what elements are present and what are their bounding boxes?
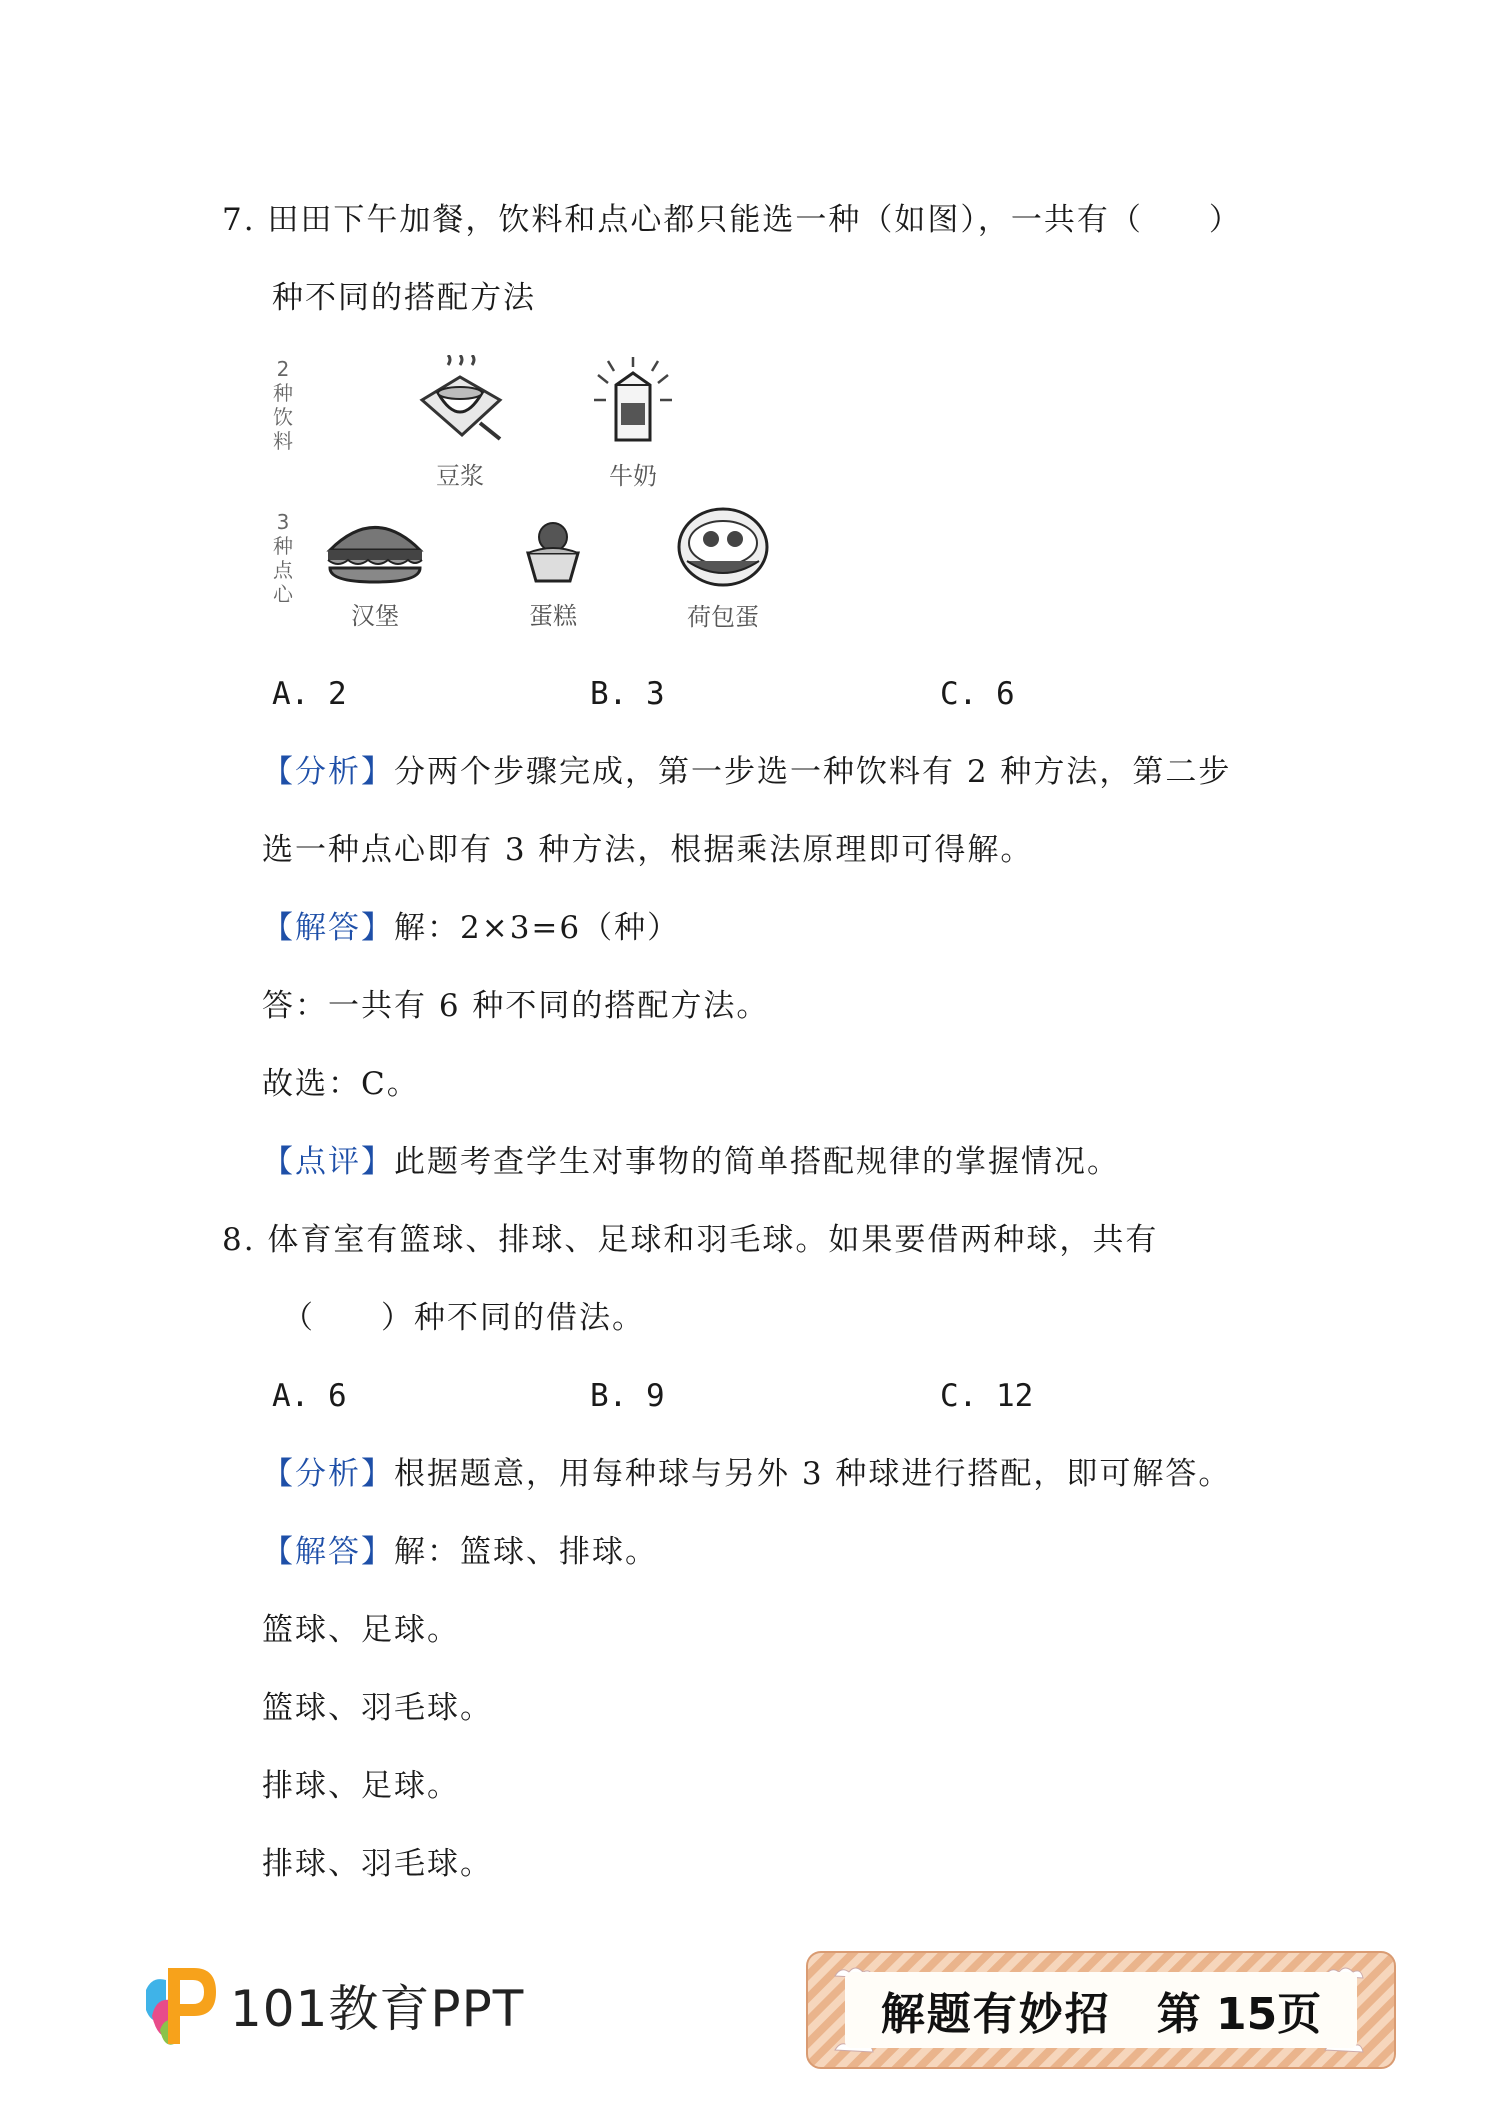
q7-stem-line2: 种不同的搭配方法 bbox=[272, 280, 536, 316]
page-badge bbox=[805, 1950, 1397, 2070]
snack-label: 蛋糕 bbox=[529, 602, 577, 630]
brand-logo[interactable] bbox=[140, 1960, 524, 2050]
q8-answer-line: 篮球、足球。 bbox=[262, 1612, 460, 1648]
q8-stem-line1: 8. 体育室有篮球、排球、足球和羽毛球。如果要借两种球，共有 bbox=[222, 1222, 1159, 1258]
snack-label: 荷包蛋 bbox=[687, 603, 759, 631]
analysis-text: 分两个步骤完成，第一步选一种饮料有 2 种方法，第二步 bbox=[394, 754, 1232, 790]
q7-option-c[interactable]: C. 6 bbox=[940, 676, 1015, 712]
comment-tag: 【点评】 bbox=[262, 1144, 394, 1180]
analysis-tag: 【分析】 bbox=[262, 1456, 394, 1492]
q7-answer-line1 bbox=[262, 906, 680, 950]
snacks-side-label: 3种点心 bbox=[273, 510, 293, 606]
q8-option-c[interactable]: C. 12 bbox=[940, 1378, 1034, 1414]
badge-label-box bbox=[845, 1972, 1357, 2048]
q7-answer-line3: 故选：C。 bbox=[262, 1066, 420, 1102]
burger-icon bbox=[320, 510, 430, 590]
q7-stem-line1: 7. 田田下午加餐，饮料和点心都只能选一种（如图），一共有（ ） bbox=[222, 202, 1242, 238]
q8-option-b[interactable]: B. 9 bbox=[590, 1378, 665, 1414]
q8-stem-line2: （ ）种不同的借法。 bbox=[282, 1300, 645, 1336]
answer-text: 解：篮球、排球。 bbox=[394, 1534, 658, 1570]
drink-label: 牛奶 bbox=[609, 462, 657, 490]
q8-answer-line: 篮球、羽毛球。 bbox=[262, 1690, 493, 1726]
drinks-side-label: 2种饮料 bbox=[273, 357, 293, 453]
soymilk-bowl-icon bbox=[410, 355, 510, 450]
page-number: 第 15页 bbox=[1156, 1989, 1322, 2040]
snack-cake bbox=[503, 515, 603, 631]
analysis-tag: 【分析】 bbox=[262, 754, 394, 790]
drink-label: 豆浆 bbox=[436, 462, 484, 490]
comment-text: 此题考查学生对事物的简单搭配规律的掌握情况。 bbox=[394, 1144, 1120, 1180]
snack-fried-egg bbox=[663, 503, 783, 632]
drink-soymilk bbox=[405, 355, 515, 491]
p-logo-icon bbox=[140, 1960, 220, 2050]
fried-egg-icon bbox=[673, 503, 773, 591]
q7-figure bbox=[265, 355, 805, 635]
q8-answer-line: 排球、羽毛球。 bbox=[262, 1846, 493, 1882]
q7-comment bbox=[262, 1140, 1120, 1184]
answer-tag: 【解答】 bbox=[262, 1534, 394, 1570]
drink-milk bbox=[583, 355, 683, 491]
q7-answer-line2: 答：一共有 6 种不同的搭配方法。 bbox=[262, 988, 770, 1024]
badge-title: 解题有妙招 bbox=[880, 1989, 1111, 2040]
snack-burger bbox=[315, 510, 435, 631]
milk-carton-icon bbox=[588, 355, 678, 450]
q8-option-a[interactable]: A. 6 bbox=[272, 1378, 347, 1414]
q7-option-a[interactable]: A. 2 bbox=[272, 676, 347, 712]
answer-text: 解：2×3=6（种） bbox=[394, 910, 681, 946]
q7-option-b[interactable]: B. 3 bbox=[590, 676, 665, 712]
q8-analysis bbox=[262, 1452, 1231, 1496]
cake-icon bbox=[518, 515, 588, 590]
q7-analysis-line2: 选一种点心即有 3 种方法，根据乘法原理即可得解。 bbox=[262, 832, 1034, 868]
answer-tag: 【解答】 bbox=[262, 910, 394, 946]
snack-label: 汉堡 bbox=[351, 602, 399, 630]
q8-answer-line1 bbox=[262, 1530, 658, 1574]
q7-analysis-line1 bbox=[262, 750, 1231, 794]
logo-text: 101教育PPT bbox=[230, 1980, 525, 2038]
q8-answer-line: 排球、足球。 bbox=[262, 1768, 460, 1804]
analysis-text: 根据题意，用每种球与另外 3 种球进行搭配，即可解答。 bbox=[394, 1456, 1232, 1492]
